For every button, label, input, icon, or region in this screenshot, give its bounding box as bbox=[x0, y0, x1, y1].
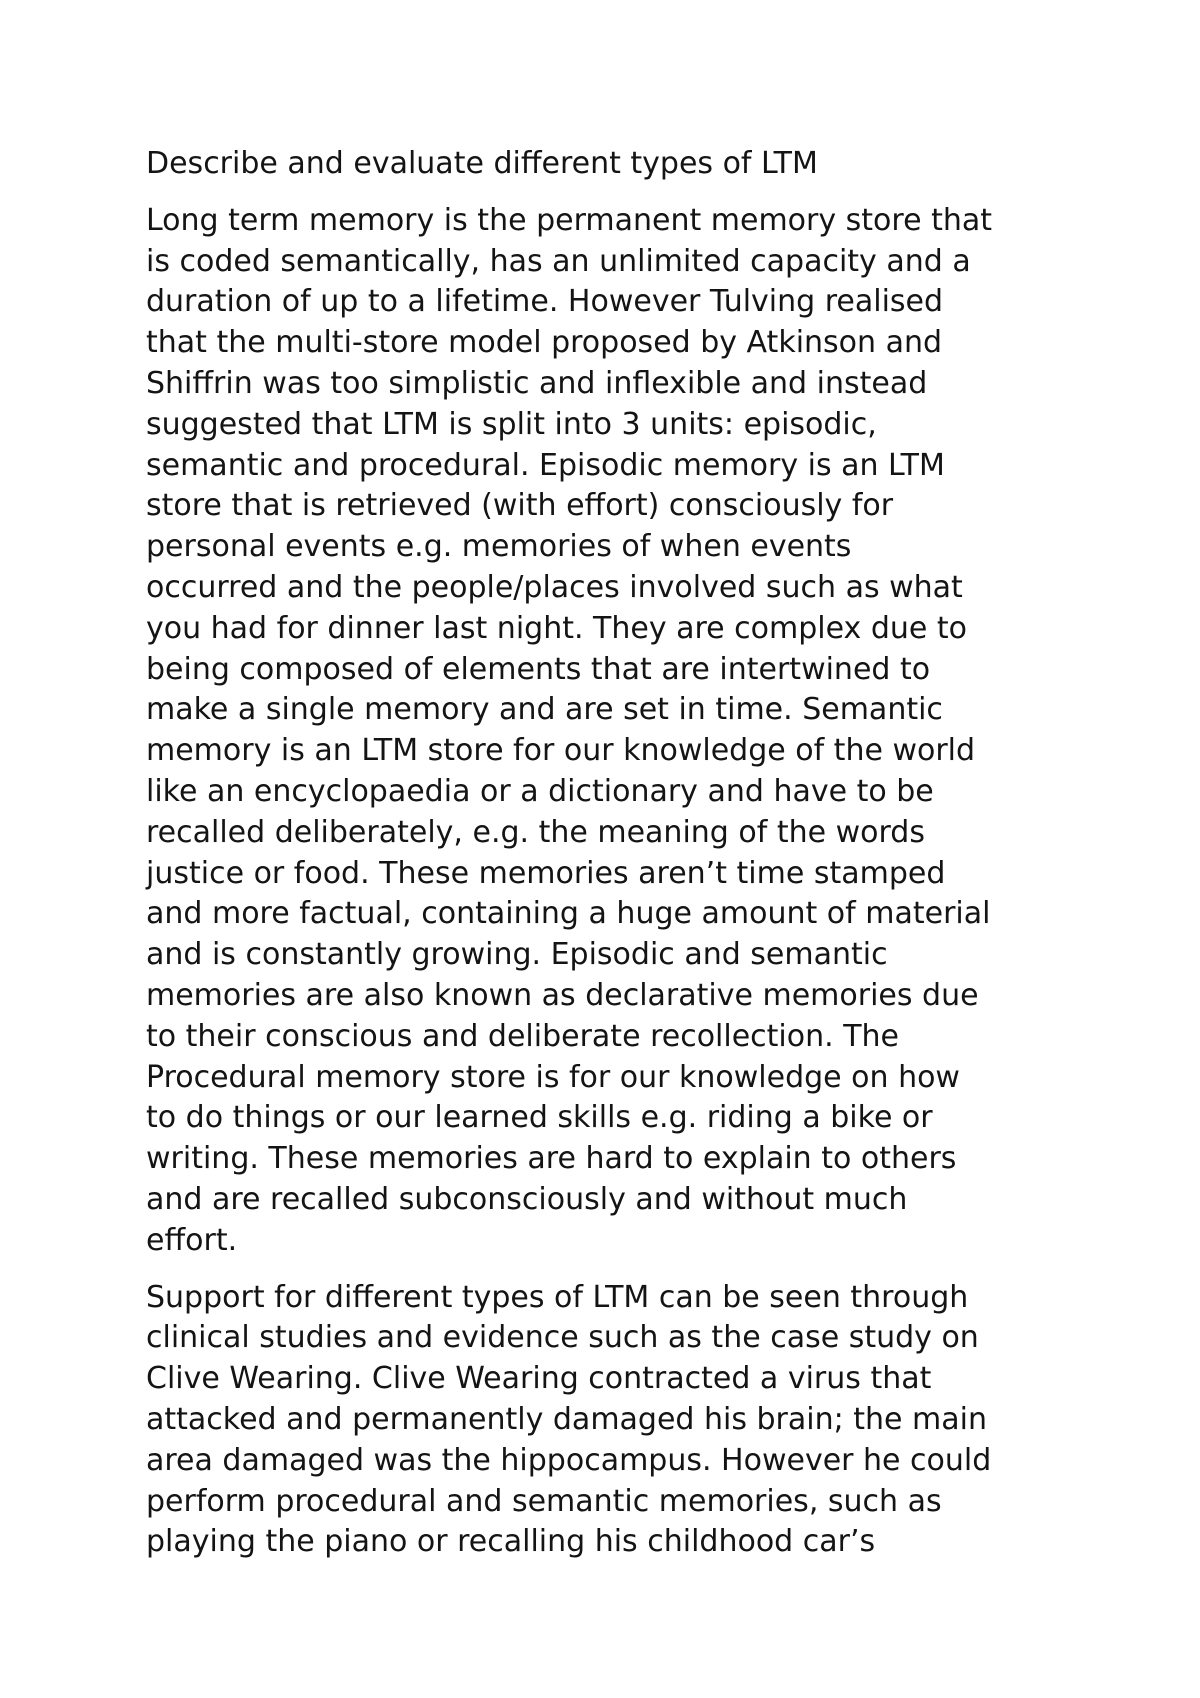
document-body bbox=[146, 144, 1066, 1563]
paragraph: Support for different types of LTM can be seen through clinical studies and evidence such as the case study on Clive Wearing. Clive Wearing contracted a virus that attacked and permanently damaged his brain; the main area damaged was the hippocampus. However he could perform procedural and semantic memories, such as playing the piano or recalling his childhood car’s bbox=[146, 1279, 992, 1560]
document-title: Describe and evaluate different types of LTM bbox=[146, 146, 818, 181]
paragraph: Long term memory is the permanent memory store that is coded semantically, has an unlimited capacity and a duration of up to a lifetime. However Tulving realised that the multi-store model proposed by Atkinson and Shiffrin was too simplistic and inflexible and instead suggested that LTM is split into 3 units: episodic, semantic and procedural. Episodic memory is an LTM store that is retrieved (with effort) consciously for personal events e.g. memories of when events occurred and the people/places involved such as what you had for dinner last night. They are complex due to being composed of elements that are intertwined to make a single memory and are set in time. Semantic memory is an LTM store for our knowledge of the world like an encyclopaedia or a dictionary and have to be recalled deliberately, e.g. the meaning of the words justice or food. These memories aren’t time stamped and more factual, containing a huge amount of material and is constantly growing. Episodic and semantic memories are also known as declarative memories due to their conscious and deliberate recollection. The Procedural memory store is for our knowledge on how to do things or our learned skills e.g. riding a bike or writing. These memories are hard to explain to others and are recalled subconsciously and without much effort. bbox=[146, 202, 992, 1258]
